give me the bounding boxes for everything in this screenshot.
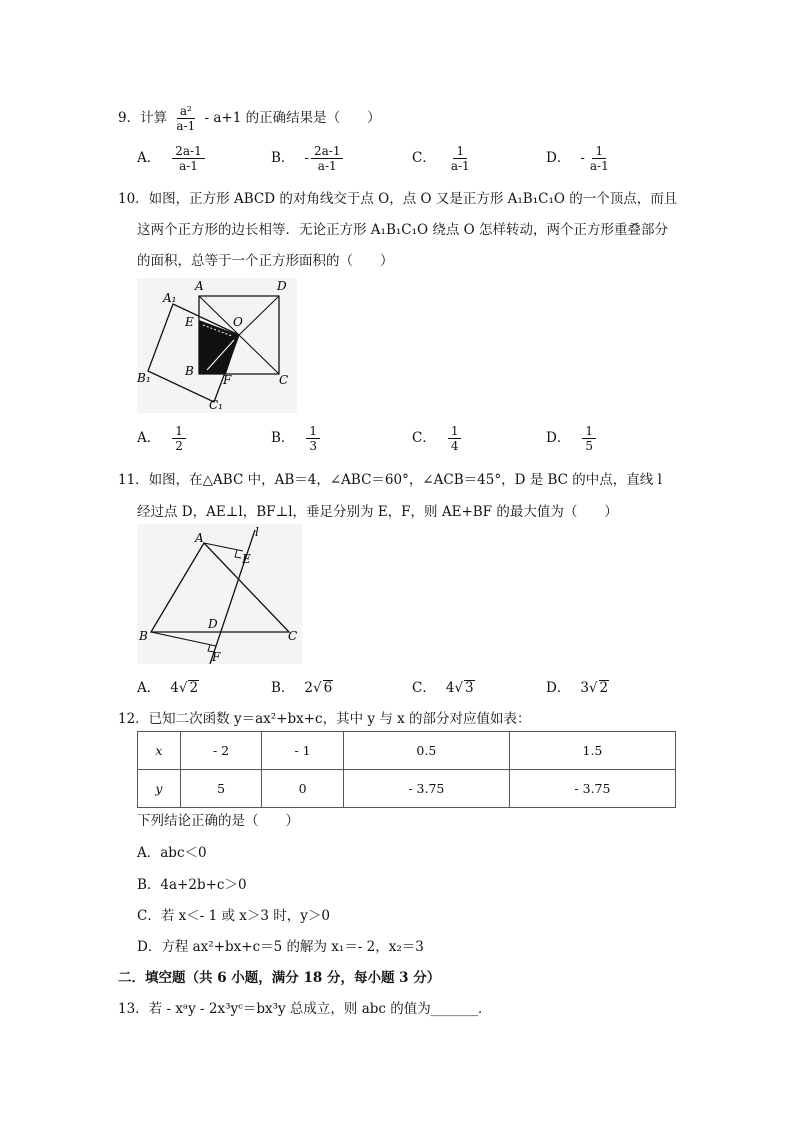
table-cell: 1.5 <box>509 732 675 770</box>
q9-frac-den: a-1 <box>176 119 196 133</box>
q11-label-l: l <box>255 525 259 539</box>
table-cell: - 2 <box>180 732 262 770</box>
q10-label-e: E <box>185 315 194 329</box>
q11-option-d: D． 3√ 2 <box>546 680 609 696</box>
q11-line-1: 11．如图，在△ABC 中，AB＝4，∠ABC＝60°，∠ACB＝45°，D 是 BC 的中点，直线 l <box>118 472 662 488</box>
q10-label-a1: A₁ <box>163 291 177 305</box>
q12-value-table <box>137 731 676 808</box>
q10-label-a: A <box>195 279 204 293</box>
q11-option-b: B． 2√ 6 <box>271 680 333 696</box>
q11-label-a: A <box>195 531 204 545</box>
q9-frac-num: a² <box>177 104 195 119</box>
q10-option-b: B． $\frac{1}{3}$ <box>271 424 322 453</box>
q9-option-d: D． - $\frac{1}{a-1}$ <box>546 144 609 173</box>
table-cell: - 3.75 <box>343 770 509 808</box>
table-cell: - 1 <box>262 732 344 770</box>
q11-figure <box>137 524 302 664</box>
q11-label-e: E <box>242 552 251 566</box>
table-cell: 5 <box>180 770 262 808</box>
table-cell: x <box>138 732 181 770</box>
q12-option-b: B．4a+2b+c＞0 <box>137 877 247 893</box>
section-title: 二．填空题（共 6 小题，满分 18 分，每小题 3 分） <box>118 970 441 986</box>
q11-option-c: C． 4√ 3 <box>412 680 474 696</box>
q9-rest: - a+1 的正确结果是（ ） <box>204 110 381 126</box>
table-cell: y <box>138 770 181 808</box>
q12-option-a: A．abc＜0 <box>137 845 207 861</box>
q10-label-d: D <box>277 279 287 293</box>
q12-option-d: D．方程 ax²+bx+c＝5 的解为 x₁＝- 2，x₂＝3 <box>137 939 424 955</box>
q10-line-2: 这两个正方形的边长相等．无论正方形 A₁B₁C₁O 绕点 O 怎样转动，两个正方形重叠部分 <box>137 222 669 238</box>
q10-line-3: 的面积，总等于一个正方形面积的（ ） <box>137 253 394 269</box>
table-cell: - 3.75 <box>509 770 675 808</box>
q10-label-o: O <box>233 315 243 329</box>
q10-option-c: C． $\frac{1}{4}$ <box>412 424 463 453</box>
q11-label-d: D <box>208 617 218 631</box>
table-row <box>138 770 676 808</box>
q12-option-c: C．若 x＜- 1 或 x＞3 时，y＞0 <box>137 908 330 924</box>
q10-line-1: 10．如图，正方形 ABCD 的对角线交于点 O，点 O 又是正方形 A₁B₁C₁O 的一个顶点，而且 <box>118 191 678 207</box>
q10-label-b1: B₁ <box>137 371 151 385</box>
q13-line: 13．若 - xᵃy - 2x³yᶜ＝bx³y 总成立，则 abc 的值为_______． <box>118 1001 492 1017</box>
table-cell: 0.5 <box>343 732 509 770</box>
q11-label-b: B <box>139 629 148 643</box>
q9-option-b: B． - $\frac{2a-1}{a-1}$ <box>271 144 345 173</box>
q9-option-c: C． $\frac{1}{a-1}$ <box>412 144 470 173</box>
q12-line-1: 12．已知二次函数 y＝ax²+bx+c，其中 y 与 x 的部分对应值如表： <box>118 711 531 727</box>
q10-option-a: A． $\frac{1}{2}$ <box>137 424 188 453</box>
q10-figure <box>137 278 297 413</box>
q9-option-a: A． $\frac{2a-1}{a-1}$ <box>137 144 207 173</box>
q10-label-c: C <box>279 373 289 387</box>
table-row <box>138 732 676 770</box>
q10-label-f: F <box>223 373 232 387</box>
table-cell: 0 <box>262 770 344 808</box>
q9-number: 9．计算 <box>118 110 168 126</box>
q11-option-a: A． 4√ 2 <box>137 680 199 696</box>
q9-stem <box>118 104 381 133</box>
q10-label-b: B <box>185 364 194 378</box>
q11-label-c: C <box>288 629 298 643</box>
q10-option-d: D． $\frac{1}{5}$ <box>546 424 598 453</box>
q11-label-f: F <box>212 650 221 664</box>
q11-line-2: 经过点 D，AE⊥l，BF⊥l，垂足分别为 E，F，则 AE+BF 的最大值为（ ） <box>137 504 618 520</box>
q9-fraction <box>173 104 198 133</box>
q12-prompt: 下列结论正确的是（ ） <box>137 813 299 829</box>
q10-label-c1: C₁ <box>209 398 223 412</box>
